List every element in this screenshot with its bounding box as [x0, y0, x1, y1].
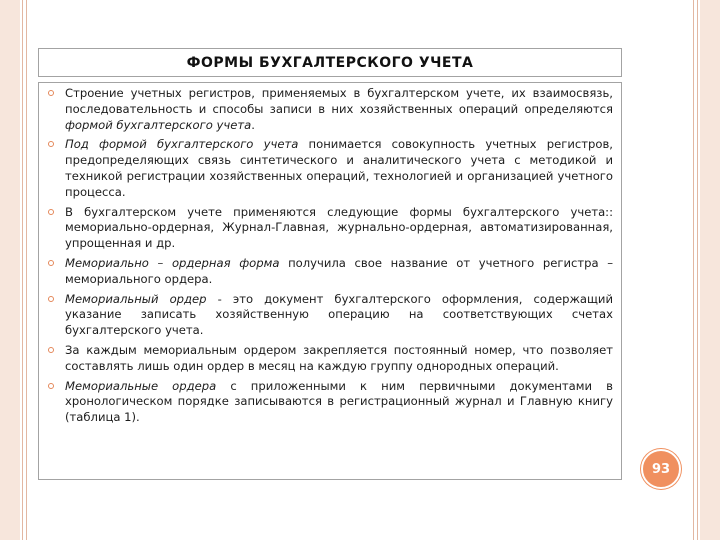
list-item — [45, 256, 613, 288]
left-border-line — [26, 0, 27, 540]
item-text: - это документ бухгалтерского оформления, содержащий указание записать хозяйственную операцию на соответствующих счетах бухгалтерского учета. — [65, 291, 613, 338]
left-decorative-border — [0, 0, 20, 540]
right-decorative-border — [700, 0, 720, 540]
bullet-icon — [48, 209, 54, 215]
item-text: . — [251, 117, 255, 132]
list-item — [45, 343, 613, 375]
bullet-icon — [48, 296, 54, 302]
item-text: В бухгалтерском учете применяются следующие формы бухгалтерского учета:: мемориально-ордерная, Журнал-Главная, журнально-ордерная, автоматизированная, упрощенная и др. — [65, 204, 613, 251]
bullet-icon — [48, 90, 54, 96]
bullet-icon — [48, 383, 54, 389]
page-number-badge: 93 — [641, 449, 681, 489]
slide-title: ФОРМЫ БУХГАЛТЕРСКОГО УЧЕТА — [38, 48, 622, 77]
item-emphasis: Мемориальные ордера — [65, 378, 217, 393]
slide-content — [38, 82, 622, 480]
item-emphasis: Под формой бухгалтерского учета — [65, 137, 299, 152]
right-border-line — [693, 0, 694, 540]
item-text: с приложенными к ним первичными документами в хронологическом порядке записываются в регистрационный журнал и Главную книгу (таблица 1). — [65, 378, 613, 425]
right-border-line — [697, 0, 698, 540]
item-emphasis: Мемориальный ордер — [65, 291, 207, 306]
bullet-icon — [48, 260, 54, 266]
list-item — [45, 205, 613, 252]
list-item — [45, 379, 613, 426]
left-border-line — [22, 0, 23, 540]
item-text: понимается совокупность учетных регистров, предопределяющих связь синтетического и аналитического учета с методикой и техникой регистрации хозяйственных операций, технологией и организацией учетного процесса. — [65, 137, 613, 199]
item-text: получила свое название от учетного регистра – мемориального ордера. — [65, 255, 613, 286]
item-emphasis: формой бухгалтерского учета — [65, 117, 252, 132]
item-emphasis: Мемориально – ордерная форма — [65, 255, 280, 270]
bullet-icon — [48, 347, 54, 353]
item-text: Строение учетных регистров, применяемых в бухгалтерском учете, их взаимосвязь, последовательность и способы записи в них хозяйственных операций определяются — [65, 86, 613, 116]
list-item — [45, 137, 613, 200]
list-item — [45, 292, 613, 339]
item-text: За каждым мемориальным ордером закрепляется постоянный номер, что позволяет составлять лишь один ордер в месяц на каждую группу однородных операций. — [65, 342, 613, 373]
list-item — [45, 86, 613, 133]
bullet-icon — [48, 141, 54, 147]
